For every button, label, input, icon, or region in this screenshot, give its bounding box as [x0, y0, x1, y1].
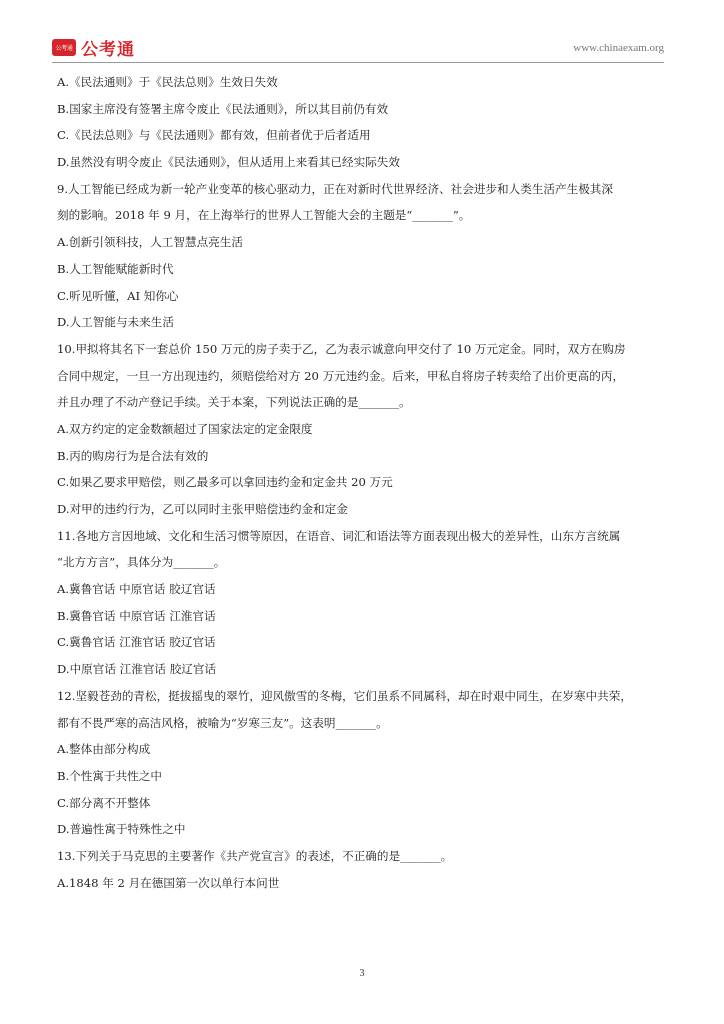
page-number: 3 [359, 968, 365, 979]
header-divider [52, 62, 664, 63]
question-10-line-1: 10.甲拟将其名下一套总价 150 万元的房子卖于乙，乙为表示诚意向甲交付了 10 万元定金。同时，双方在购房 [57, 341, 626, 356]
option-q9-d: D.人工智能与未来生活 [57, 315, 174, 330]
question-9 [57, 181, 673, 224]
option-q13-a: A.1848 年 2 月在德国第一次以单行本问世 [57, 875, 280, 890]
document-body [57, 74, 673, 901]
option-q10-a: A.双方约定的定金数额超过了国家法定的定金限度 [57, 421, 313, 436]
question-10 [57, 341, 673, 410]
page-header [52, 34, 664, 60]
logo-text: 公考通 [81, 39, 135, 60]
logo[interactable] [52, 36, 135, 58]
question-11-line-2: “北方方言”，具体分为_______。 [57, 555, 226, 570]
option-q11-d: D.中原官话 江淮官话 胶辽官话 [57, 662, 217, 677]
option-q11-b: B.冀鲁官话 中原官话 江淮官话 [57, 608, 216, 623]
question-9-line-1: 9.人工智能已经成为新一轮产业变革的核心驱动力，正在对新时代世界经济、社会进步和人类生活产生极其深 [57, 181, 613, 196]
option-q9-b: B.人工智能赋能新时代 [57, 261, 174, 276]
question-10-line-2: 合同中规定，一旦一方出现违约，须赔偿给对方 20 万元违约金。后来，甲私自将房子转卖给了出价更高的丙， [57, 368, 625, 383]
option-q12-c: C.部分离不开整体 [57, 795, 151, 810]
site-url[interactable]: www.chinaexam.org [573, 42, 664, 54]
option-q9-a: A.创新引领科技，人工智慧点亮生活 [57, 235, 243, 250]
question-11-line-1: 11.各地方言因地域、文化和生活习惯等原因，在语音、词汇和语法等方面表现出极大的差异性，山东方言统属 [57, 528, 621, 543]
question-13: 13.下列关于马克思的主要著作《共产党宣言》的表述，不正确的是_______。 [57, 848, 453, 863]
option-q11-c: C.冀鲁官话 江淮官话 胶辽官话 [57, 635, 216, 650]
question-11 [57, 528, 673, 571]
question-12 [57, 688, 673, 731]
option-q10-b: B.丙的购房行为是合法有效的 [57, 448, 209, 463]
option-q8-a: A.《民法通则》于《民法总则》生效日失效 [57, 75, 278, 89]
logo-badge-text: 公考通 [55, 44, 73, 52]
logo-badge-icon [52, 39, 76, 56]
option-q8-c: C.《民法总则》与《民法通则》都有效，但前者优于后者适用 [57, 128, 371, 143]
question-9-line-2: 刻的影响。2018 年 9 月，在上海举行的世界人工智能大会的主题是“_______”。 [57, 208, 471, 223]
question-12-line-1: 12.坚毅苍劲的青松，挺拔摇曳的翠竹，迎风傲雪的冬梅，它们虽系不同属科，却在时艰中同生，在岁寒中共荣， [57, 688, 632, 703]
option-q8-d: D.虽然没有明令废止《民法通则》，但从适用上来看其已经实际失效 [57, 155, 400, 170]
option-q12-b: B.个性寓于共性之中 [57, 768, 162, 783]
option-q10-c: C.如果乙要求甲赔偿，则乙最多可以拿回违约金和定金共 20 万元 [57, 475, 393, 490]
option-q12-a: A.整体由部分构成 [57, 742, 151, 757]
question-12-line-2: 都有不畏严寒的高洁风格，被喻为“岁寒三友”。这表明_______。 [57, 715, 388, 730]
option-q10-d: D.对甲的违约行为，乙可以同时主张甲赔偿违约金和定金 [57, 502, 348, 516]
option-q8-b: B.国家主席没有签署主席令废止《民法通则》，所以其目前仍有效 [57, 101, 389, 116]
option-q12-d: D.普遍性寓于特殊性之中 [57, 822, 186, 837]
option-q9-c: C.听见听懂，AI 知你心 [57, 288, 179, 303]
question-10-line-3: 并且办理了不动产登记手续。关于本案，下列说法正确的是_______。 [57, 395, 411, 410]
option-q11-a: A.冀鲁官话 中原官话 胶辽官话 [57, 582, 216, 597]
